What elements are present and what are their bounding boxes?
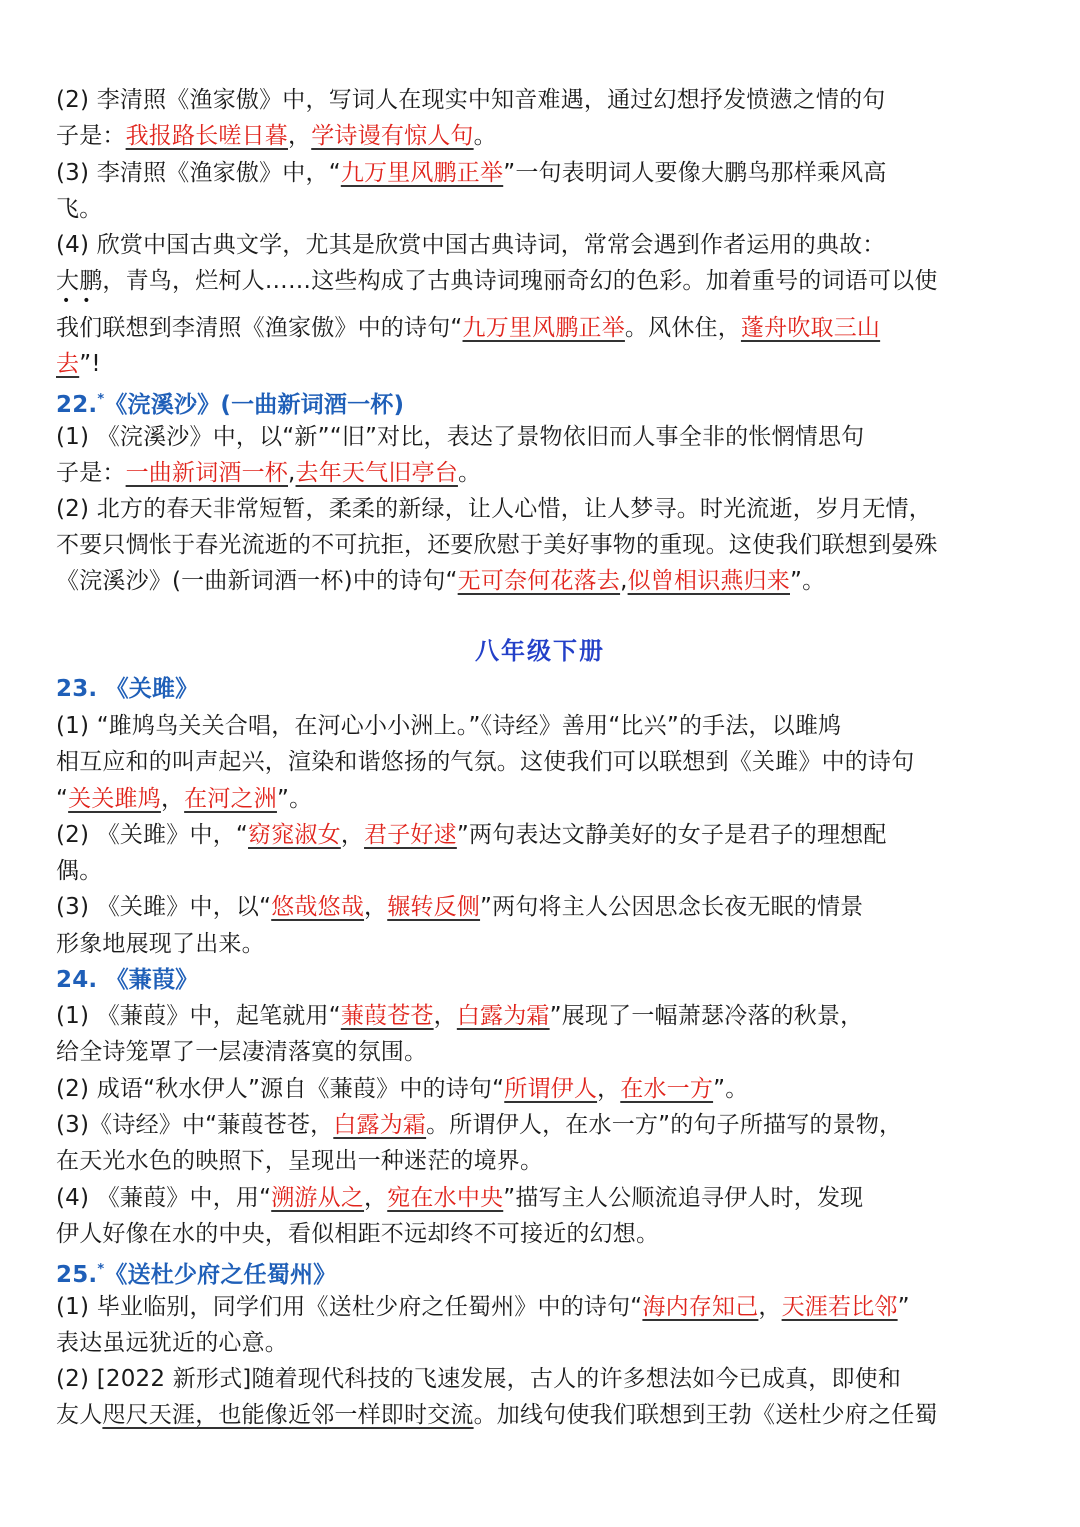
- answer-text: 悠哉悠哉: [271, 894, 365, 920]
- text-line: 给全诗笼罩了一层凄清落寞的氛围。: [56, 1039, 428, 1065]
- answer-text: 学诗谩有惊人句: [311, 123, 474, 149]
- answer-text: 君子好逑: [364, 822, 457, 848]
- text-line: 表达虽远犹近的心意。: [56, 1330, 288, 1356]
- answer-text: 蓬舟吹取三山: [740, 315, 881, 341]
- text-line: 《浣溪沙》(一曲新词酒一杯)中的诗句“无可奈何花落去,似曾相识燕归来”。: [56, 568, 826, 594]
- text-line: (2) 《关雎》中，“窈窕淑女，君子好逑”两句表达文静美好的女子是君子的理想配: [56, 822, 887, 848]
- text-line: (2) 成语“秋水伊人”源自《蒹葭》中的诗句“所谓伊人，在水一方”。: [56, 1076, 749, 1102]
- text-line: 我们联想到李清照《渔家傲》中的诗句“九万里风鹏正举。风休住，蓬舟吹取三山: [56, 315, 881, 341]
- text-line: (2) 北方的春天非常短暂，柔柔的新绿，让人心惜，让人梦寻。时光流逝，岁月无情，: [56, 496, 932, 522]
- text-line: “关关雎鸠，在河之洲”。: [56, 786, 313, 812]
- text-line: 大鹏，青鸟，烂柯人……这些构成了古典诗词瑰丽奇幻的色彩。加着重号的词语可以使: [56, 268, 938, 294]
- answer-text: 九万里风鹏正举: [340, 160, 504, 186]
- answer-text: 在水一方: [620, 1076, 714, 1102]
- text-line: (1) 《浣溪沙》中，以“新”“旧”对比，表达了景物依旧而人事全非的怅惘情思句: [56, 424, 865, 450]
- answer-text: 白露为霜: [456, 1003, 550, 1029]
- text-line: (1) 《蒹葭》中，起笔就用“蒹葭苍苍，白露为霜”展现了一幅萧瑟冷落的秋景，: [56, 1003, 864, 1029]
- answer-text: 似曾相识燕归来: [627, 568, 790, 594]
- text-line: 去”!: [56, 351, 101, 377]
- answer-text: 去年天气旧亭台: [295, 460, 458, 486]
- answer-text: 九万里风鹏正举: [462, 315, 625, 341]
- text-line: (1) 毕业临别，同学们用《送杜少府之任蜀州》中的诗句“海内存知己，天涯若比邻”: [56, 1294, 910, 1320]
- text-line: (4) 欣赏中国古典文学，尤其是欣赏中国古典诗词，常常会遇到作者运用的典故：: [56, 232, 886, 258]
- answer-text: 天涯若比邻: [781, 1294, 898, 1320]
- answer-text: 蒹葭苍苍: [340, 1003, 434, 1029]
- answer-text: 我报路长嗟日暮: [125, 123, 289, 149]
- text-line: (3) 《关雎》中，以“悠哉悠哉，辗转反侧”两句将主人公因思念长夜无眠的情景: [56, 894, 864, 920]
- text-line: 子是：一曲新词酒一杯,去年天气旧亭台。: [56, 460, 482, 486]
- section-heading: 22.*《浣溪沙》(一曲新词酒一杯): [56, 392, 405, 418]
- answer-text: 白露为霜: [333, 1112, 427, 1138]
- text-line: (1) “雎鸠鸟关关合唱，在河心小小洲上。”《诗经》善用“比兴”的手法，以雎鸠: [56, 713, 842, 739]
- answer-text: 无可奈何花落去: [457, 568, 621, 594]
- answer-text: 去: [56, 351, 80, 377]
- answer-text: 一曲新词酒一杯: [125, 460, 289, 486]
- answer-text: 窈窕淑女: [248, 822, 341, 848]
- text-line: 伊人好像在水的中央，看似相距不远却终不可接近的幻想。: [56, 1221, 660, 1247]
- text-line: 子是：我报路长嗟日暮，学诗谩有惊人句。: [56, 123, 497, 149]
- underlined-sentence: 咫尺天涯，也能像近邻一样即时交流: [102, 1402, 474, 1428]
- text-line: 相互应和的叫声起兴，渲染和谐悠扬的气氛。这使我们可以联想到《关雎》中的诗句: [56, 749, 915, 775]
- answer-text: 宛在水中央: [387, 1185, 504, 1211]
- answer-text: 在河之洲: [184, 786, 277, 812]
- text-line: (3)《诗经》中“蒹葭苍苍，白露为霜。所谓伊人，在水一方”的句子所描写的景物，: [56, 1112, 903, 1138]
- answer-text: 关关雎鸠: [68, 786, 161, 812]
- text-line: (4) 《蒹葭》中，用“溯游从之，宛在水中央”描写主人公顺流追寻伊人时，发现: [56, 1185, 864, 1211]
- text-line: 形象地展现了出来。: [56, 931, 265, 957]
- answer-text: 辗转反侧: [387, 894, 481, 920]
- text-line: 偶。: [56, 858, 103, 884]
- emphasis-dots: ••: [62, 293, 103, 309]
- answer-text: 溯游从之: [271, 1185, 365, 1211]
- section-heading: 24. 《蒹葭》: [56, 967, 199, 993]
- answer-text: 海内存知己: [642, 1294, 759, 1320]
- text-line: (3) 李清照《渔家傲》中，“九万里风鹏正举”一句表明词人要像大鹏鸟那样乘风高: [56, 160, 887, 186]
- answer-text: 所谓伊人: [504, 1076, 598, 1102]
- text-line: 不要只惆怅于春光流逝的不可抗拒，还要欣慰于美好事物的重现。这使我们联想到晏殊: [56, 532, 938, 558]
- text-line: (2) [2022 新形式]随着现代科技的飞速发展，古人的许多想法如今已成真，即使和: [56, 1366, 902, 1392]
- text-line: 在天光水色的映照下，呈现出一种迷茫的境界。: [56, 1148, 544, 1174]
- grade-title: 八年级下册: [475, 636, 605, 665]
- section-heading: 25.*《送杜少府之任蜀州》: [56, 1262, 337, 1288]
- text-line: 飞。: [56, 196, 103, 222]
- text-line: (2) 李清照《渔家傲》中，写词人在现实中知音难遇，通过幻想抒发愤懑之情的句: [56, 87, 886, 113]
- section-heading: 23. 《关雎》: [56, 676, 199, 702]
- text-line: 友人咫尺天涯，也能像近邻一样即时交流。加线句使我们联想到王勃《送杜少府之任蜀: [56, 1402, 938, 1428]
